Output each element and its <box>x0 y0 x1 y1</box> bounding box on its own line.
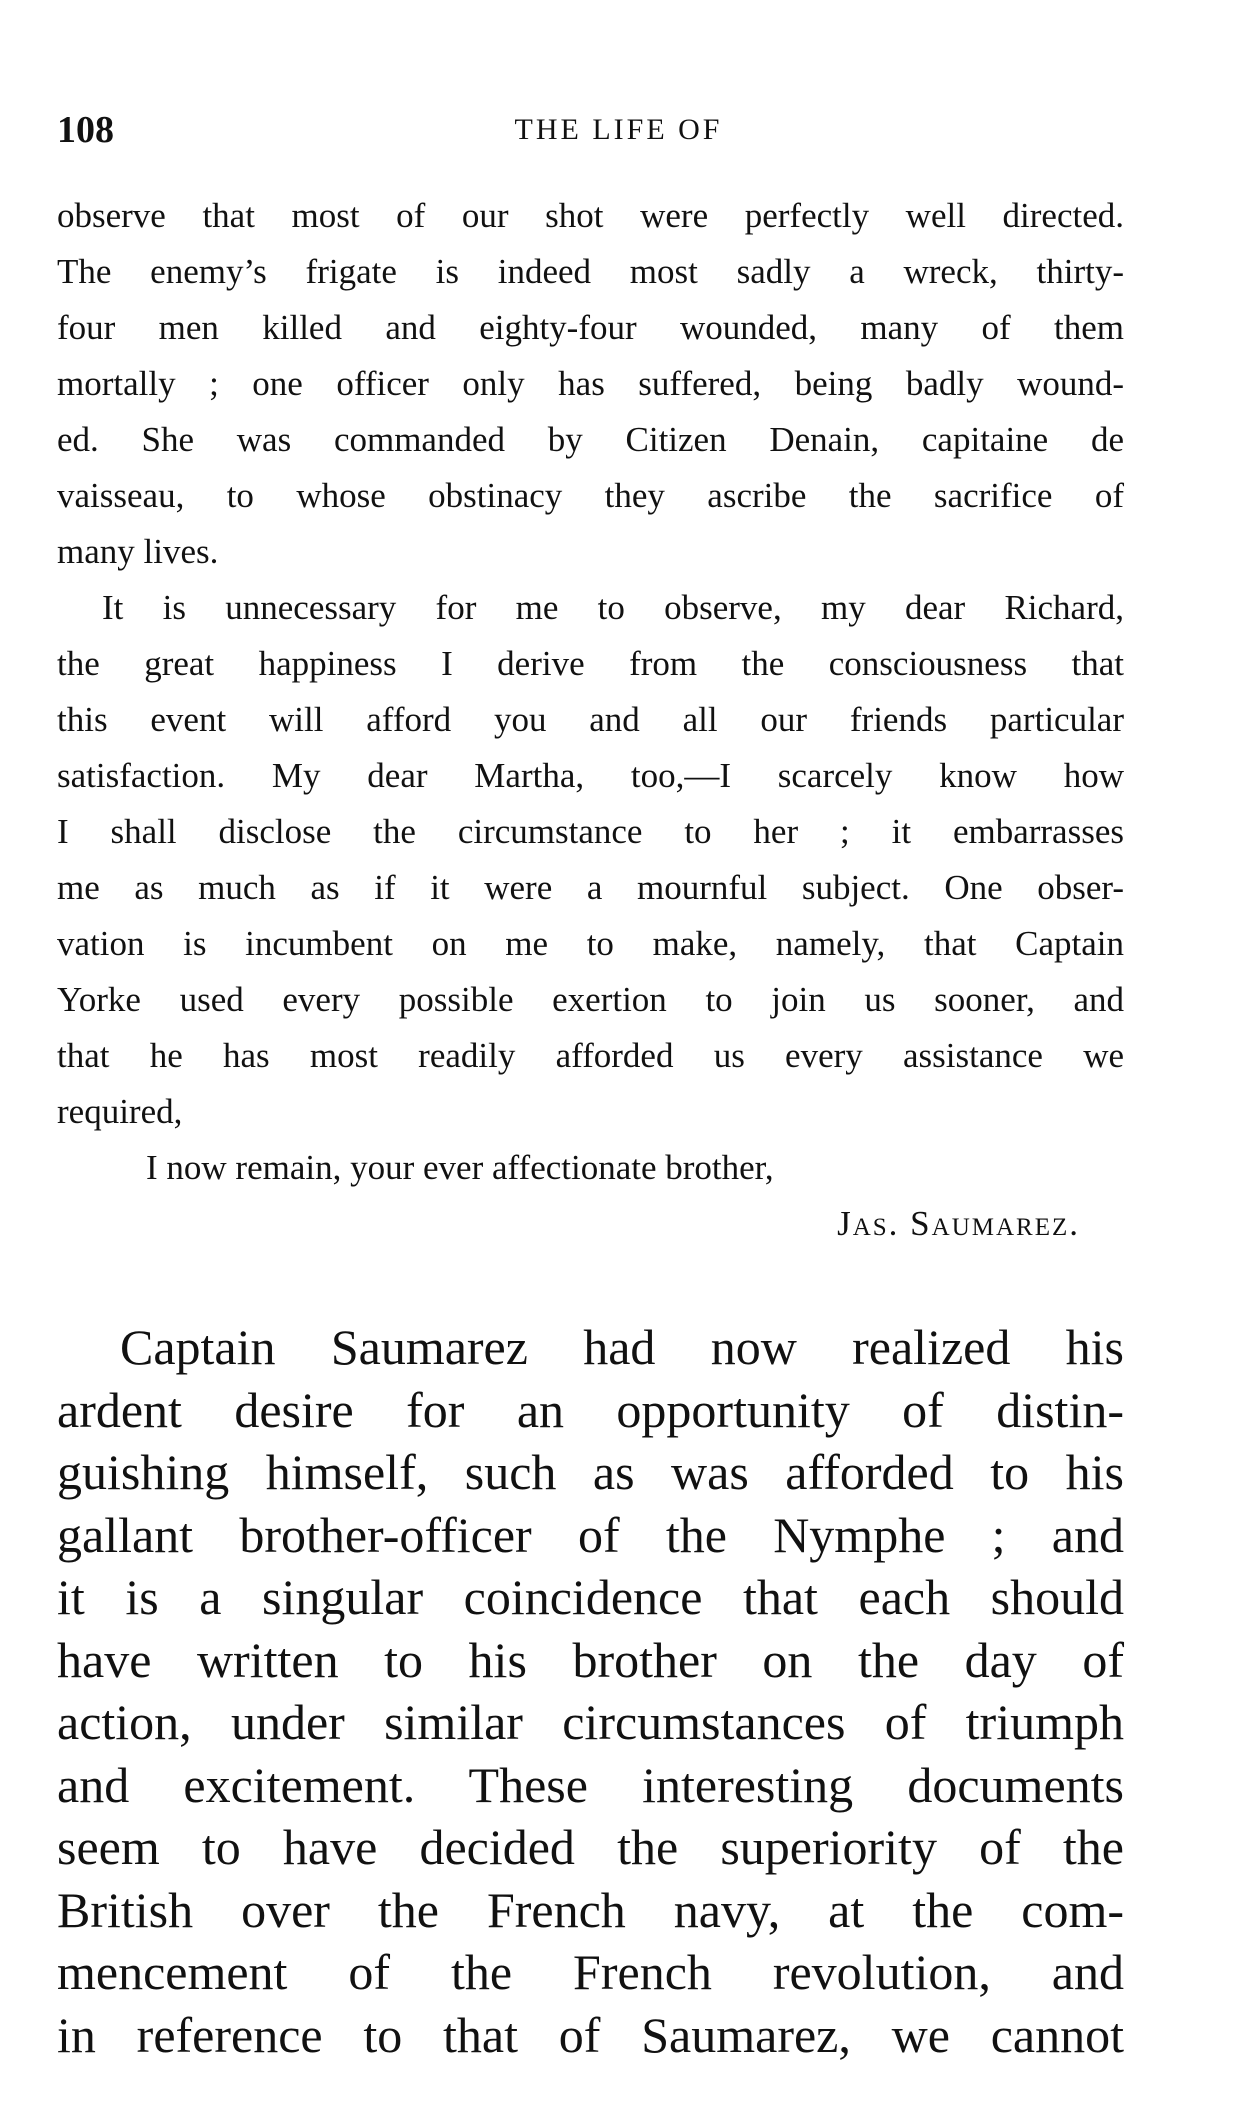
text-line: mencement of the French revolution, and <box>57 1944 1124 2000</box>
text-line: Yorke used every possible exertion to join us sooner, and <box>57 980 1124 1019</box>
text-line: ed. She was commanded by Citizen Denain, capitaine de <box>57 420 1124 459</box>
running-title: THE LIFE OF <box>514 113 723 146</box>
text-line: guishing himself, such as was afforded to his <box>57 1444 1124 1500</box>
text-line: I now remain, your ever affectionate brother, <box>146 1148 774 1187</box>
text-line: I shall disclose the circumstance to her ; it embarrasses <box>57 812 1124 851</box>
text-line: It is unnecessary for me to observe, my dear Richard, <box>102 588 1124 627</box>
text-line: gallant brother-officer of the Nymphe ; and <box>57 1506 1124 1563</box>
text-line: it is a singular coincidence that each should <box>57 1569 1124 1625</box>
text-line: the great happiness I derive from the consciousness that <box>57 644 1124 683</box>
text-line: observe that most of our shot were perfectly well directed. <box>57 196 1124 235</box>
narrative-text <box>57 1316 1124 2066</box>
signature: Jas. Saumarez. <box>837 1204 1080 1243</box>
text-line: The enemy’s frigate is indeed most sadly a wreck, thirty- <box>57 252 1124 291</box>
text-line: in reference to that of Saumarez, we cannot <box>57 2006 1124 2063</box>
text-line: vaisseau, to whose obstinacy they ascribe the sacrifice of <box>57 476 1124 515</box>
page-number: 108 <box>57 109 114 151</box>
text-line: and excitement. These interesting documents <box>57 1756 1124 1813</box>
text-line: four men killed and eighty-four wounded, many of them <box>57 308 1124 347</box>
text-line: that he has most readily afforded us every assistance we <box>57 1036 1124 1075</box>
text-line: many lives. <box>57 532 219 571</box>
text-line: mortally ; one officer only has suffered, being badly wound- <box>57 364 1124 403</box>
text-line: required, <box>57 1092 183 1131</box>
text-line: British over the French navy, at the com- <box>57 1881 1124 1938</box>
text-line: action, under similar circumstances of triumph <box>57 1694 1124 1750</box>
text-line: me as much as if it were a mournful subject. One obser- <box>57 868 1124 907</box>
text-line: this event will afford you and all our friends particular <box>57 700 1124 739</box>
text-line: vation is incumbent on me to make, namely, that Captain <box>57 924 1124 963</box>
text-line: have written to his brother on the day of <box>57 1631 1124 1688</box>
text-line: ardent desire for an opportunity of distin- <box>57 1381 1124 1438</box>
text-line: Captain Saumarez had now realized his <box>120 1319 1124 1375</box>
text-line: seem to have decided the superiority of the <box>57 1819 1124 1875</box>
letter-text <box>57 188 1124 1252</box>
text-line: satisfaction. My dear Martha, too,—I scarcely know how <box>57 756 1124 795</box>
